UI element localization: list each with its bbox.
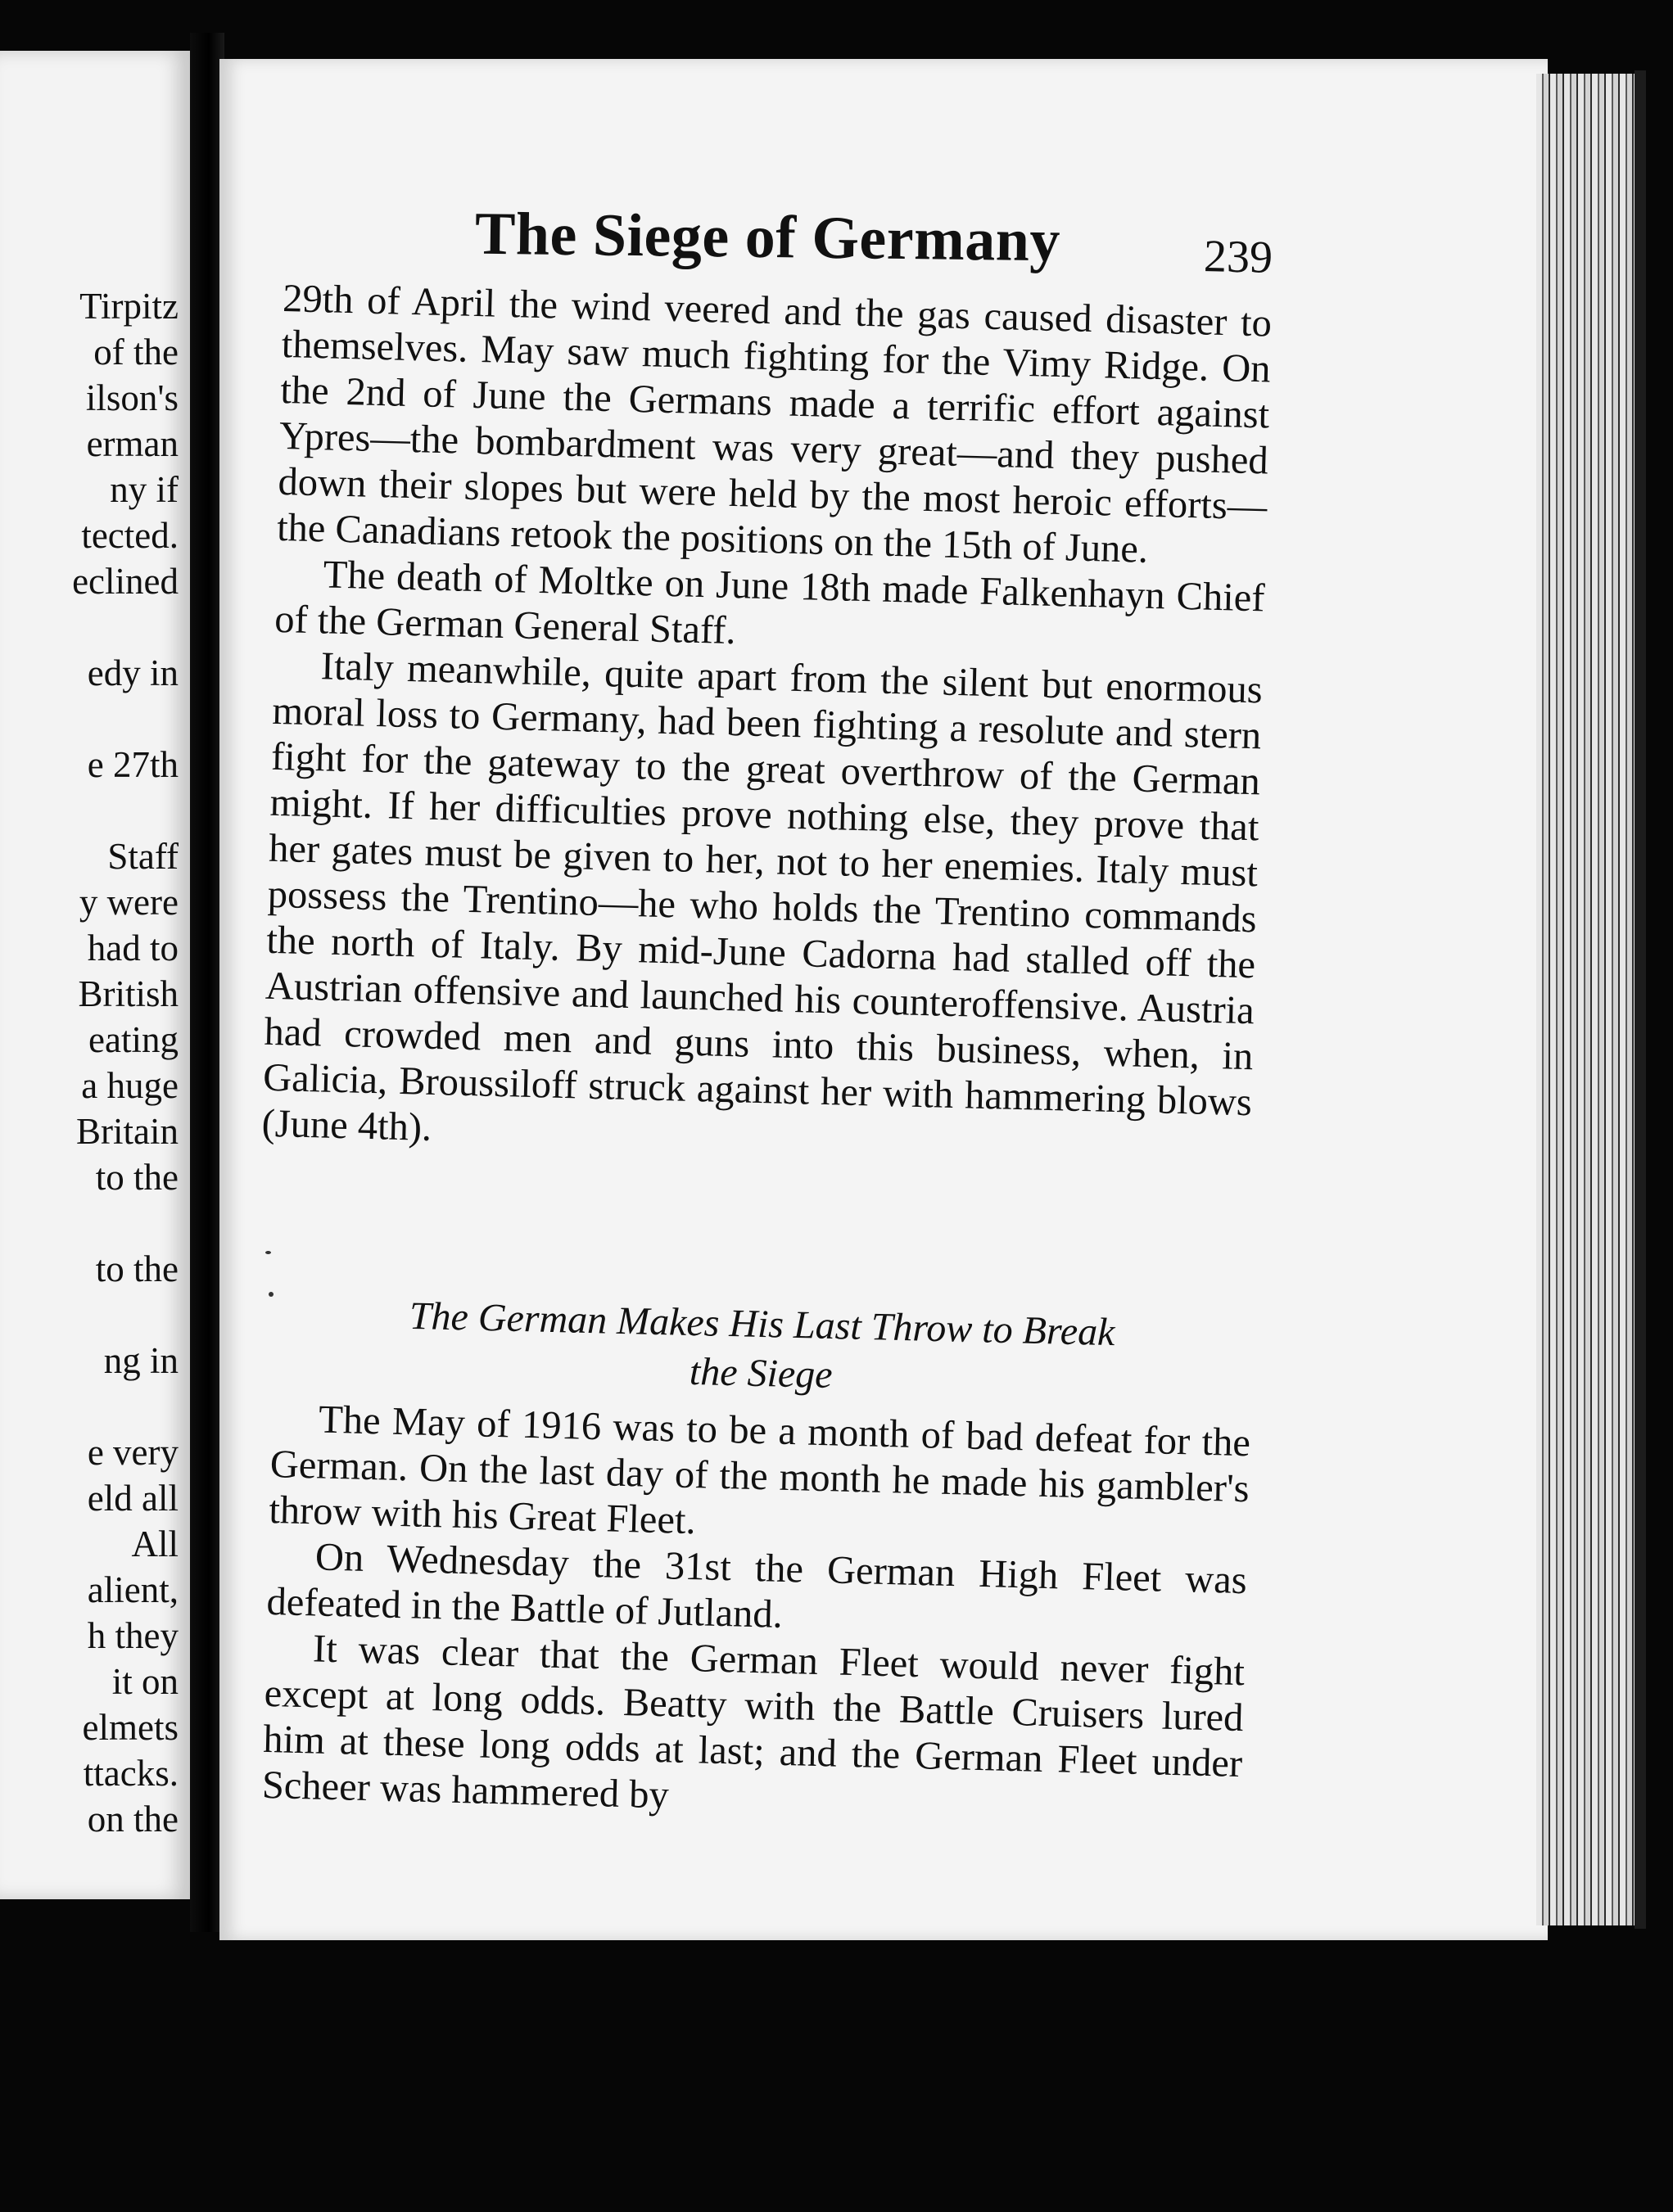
page-edge-shadow	[1635, 70, 1646, 1929]
left-page-line: to the	[95, 1157, 179, 1198]
left-page-line: to the	[95, 1248, 179, 1289]
body-text-bottom	[261, 1396, 1250, 1833]
body-text-top	[261, 276, 1273, 1171]
left-page-line: British	[78, 973, 179, 1014]
left-page-line: ilson's	[85, 377, 179, 418]
left-page-line: Britain	[76, 1111, 179, 1152]
left-page-line: of the	[93, 332, 179, 372]
left-page-line: y were	[79, 882, 179, 923]
scan-speck	[269, 1292, 274, 1297]
left-page-line: Tirpitz	[79, 286, 179, 327]
paragraph: The death of Moltke on June 18th made Falkenhayn Chief of the German General Staff.	[274, 553, 1266, 653]
scan-speck	[265, 1251, 271, 1254]
section-heading	[327, 1290, 1197, 1409]
left-page-line: it on	[111, 1661, 179, 1702]
paragraph: It was clear that the German Fleet would never fight except at long odds. Beatty with the Battle Cruisers lured him at these long odds at last; and the German Fleet under Scheer was hammered by	[261, 1627, 1246, 1817]
left-page-line: edy in	[87, 652, 179, 693]
left-page-line: e very	[87, 1432, 179, 1473]
previous-page-fragment	[0, 51, 190, 1899]
section-heading-line: The German Makes His Last Throw to Break	[409, 1293, 1116, 1355]
left-page-line: a huge	[81, 1065, 179, 1106]
left-page-line: eclined	[72, 561, 179, 602]
left-page-line: eld all	[87, 1478, 179, 1519]
running-header: The Siege of Germany	[474, 200, 1061, 275]
section-heading-line: the Siege	[689, 1349, 834, 1397]
left-page-line: Staff	[107, 836, 179, 877]
left-page-line: ttacks.	[83, 1753, 179, 1794]
left-page-line: All	[131, 1524, 179, 1564]
paragraph: 29th of April the wind veered and the gas caused disaster to themselves. May saw much fighting for the Vimy Ridge. On the 2nd of June the Germans made a terrific effort against Ypres—the bombardment was very great—and they pushed down their slopes but were held by the most heroic efforts—the Canadians retook the positions on the 15th of June.	[276, 276, 1273, 571]
left-page-line: tected.	[81, 515, 179, 556]
left-page-line: eating	[88, 1019, 179, 1060]
left-page-line: e 27th	[87, 744, 179, 785]
left-page-line: ng in	[103, 1340, 179, 1381]
left-page-line: alient,	[87, 1569, 179, 1610]
left-page-line: elmets	[82, 1707, 179, 1748]
left-page-line: ny if	[110, 469, 179, 510]
paragraph: On Wednesday the 31st the German High Fleet was defeated in the Battle of Jutland.	[265, 1535, 1248, 1636]
paragraph: Italy meanwhile, quite apart from the silent but enormous moral loss to Germany, had been fighting a resolute and stern fight for the gateway to the great overthrow of the German might. If her difficulties prove nothing else, they prove that her gates must be given to her, not to her enemies. Italy must possess the Trentino—he who holds the Trentino commands the north of Italy. By mid-June Cadorna had stalled off the Austrian offensive and launched his counteroffensive. Austria had crowded men and guns into this business, when, in Galicia, Broussiloff struck against her with hammering blows (June 4th).	[261, 644, 1264, 1149]
paragraph: The May of 1916 was to be a month of bad defeat for the German. On the last day of the month he made his gambler's throw with his Great Fleet.	[268, 1397, 1251, 1543]
page-number: 239	[1203, 231, 1273, 283]
left-page-line: on the	[87, 1799, 179, 1840]
page-edge-stack	[1536, 74, 1635, 1925]
left-page-line: erman	[86, 423, 179, 464]
left-page-line: had to	[87, 928, 179, 968]
left-page-line: h they	[87, 1615, 179, 1656]
